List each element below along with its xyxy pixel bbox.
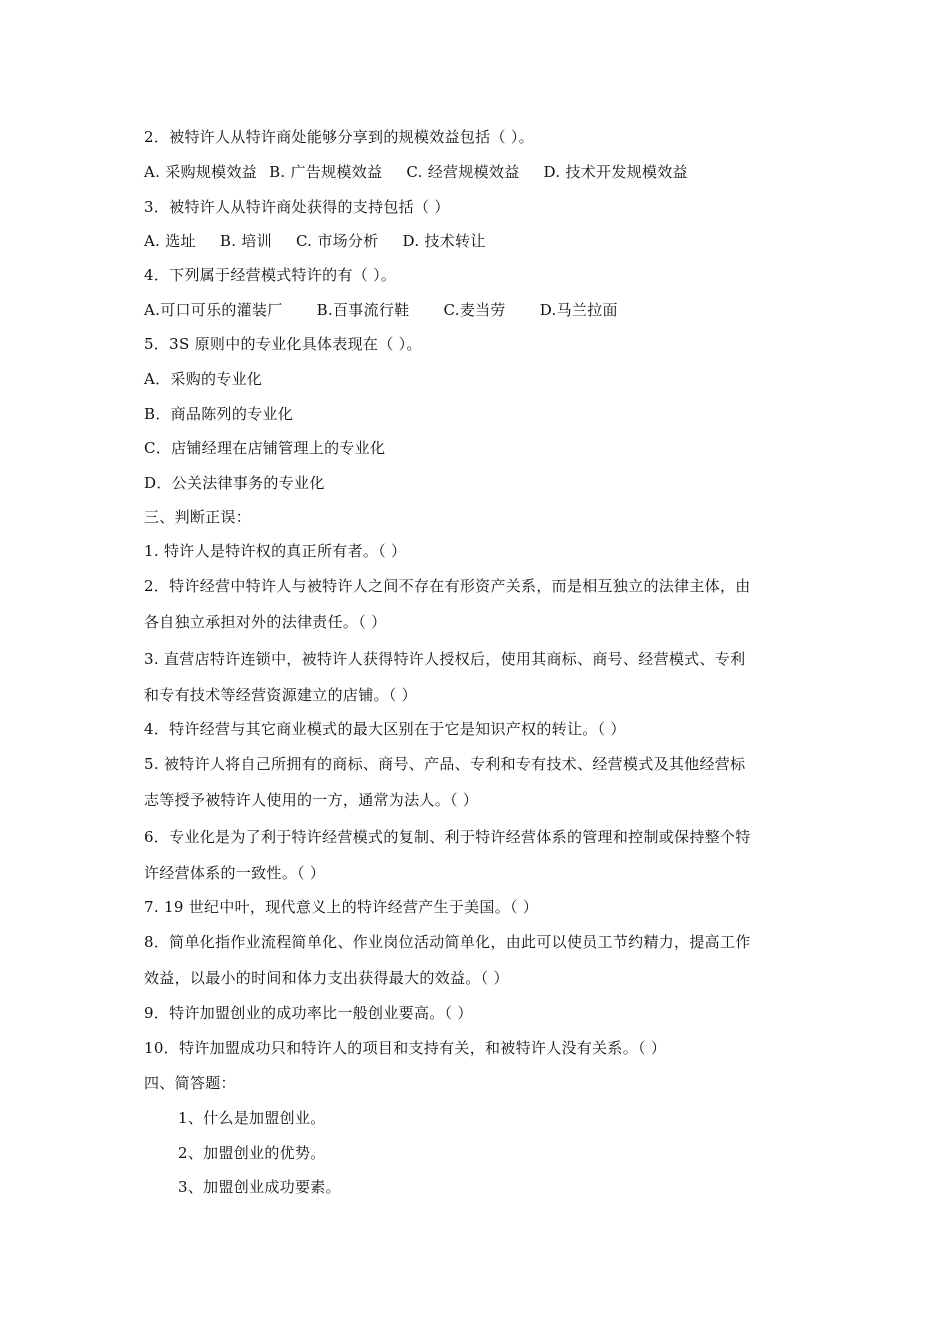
tf-item-6-line-2: 许经营体系的一致性。（ ） — [144, 864, 326, 882]
tf-item-7: 7. 19 世纪中叶，现代意义上的特许经营产生于美国。（ ） — [144, 898, 539, 916]
question-4-stem: 4．下列属于经营模式特许的有（ ）。 — [144, 266, 397, 284]
short-answer-item-1: 1、什么是加盟创业。 — [178, 1109, 326, 1127]
question-5-option-c: C．店铺经理在店铺管理上的专业化 — [144, 439, 386, 457]
option-d: D. 技术开发规模效益 — [543, 163, 688, 181]
option-d: D. 技术转让 — [402, 232, 486, 250]
tf-item-5-line-2: 志等授予被特许人使用的一方，通常为法人。（ ） — [144, 791, 479, 809]
tf-item-1: 1. 特许人是特许权的真正所有者。（ ） — [144, 542, 407, 560]
question-5-stem: 5．3S 原则中的专业化具体表现在（ ）。 — [144, 335, 422, 353]
question-2-stem: 2．被特许人从特许商处能够分享到的规模效益包括（ ）。 — [144, 128, 534, 146]
question-5-option-a: A．采购的专业化 — [144, 370, 263, 388]
tf-item-3-line-2: 和专有技术等经营资源建立的店铺。（ ） — [144, 686, 417, 704]
true-false-heading: 三、判断正误： — [144, 508, 252, 526]
option-c: C.麦当劳 — [443, 301, 506, 319]
option-b: B. 广告规模效益 — [269, 163, 383, 181]
short-answer-heading: 四、简答题： — [144, 1074, 236, 1092]
option-a: A. 选址 — [144, 232, 196, 250]
tf-item-10: 10．特许加盟成功只和特许人的项目和支持有关，和被特许人没有关系。（ ） — [144, 1039, 667, 1057]
tf-item-5-line-1: 5. 被特许人将自己所拥有的商标、商号、产品、专利和专有技术、经营模式及其他经营标 — [144, 755, 746, 773]
question-2-options — [144, 162, 814, 182]
option-c: C. 市场分析 — [295, 232, 379, 250]
question-3-options — [144, 231, 814, 251]
tf-item-2-line-2: 各自独立承担对外的法律责任。（ ） — [144, 613, 387, 631]
tf-item-4: 4．特许经营与其它商业模式的最大区别在于它是知识产权的转让。（ ） — [144, 720, 626, 738]
tf-item-9: 9．特许加盟创业的成功率比一般创业要高。（ ） — [144, 1004, 473, 1022]
option-c: C. 经营规模效益 — [406, 163, 520, 181]
short-answer-item-3: 3、加盟创业成功要素。 — [178, 1178, 341, 1196]
option-b: B.百事流行鞋 — [316, 301, 410, 319]
question-3-stem: 3．被特许人从特许商处获得的支持包括（ ） — [144, 198, 450, 216]
short-answer-item-2: 2、加盟创业的优势。 — [178, 1144, 326, 1162]
tf-item-6-line-1: 6．专业化是为了利于特许经营模式的复制、利于特许经营体系的管理和控制或保持整个特 — [144, 828, 751, 846]
question-5-option-d: D．公关法律事务的专业化 — [144, 474, 325, 492]
question-5-option-b: B．商品陈列的专业化 — [144, 405, 294, 423]
option-a: A. 采购规模效益 — [144, 163, 258, 181]
question-4-options — [144, 300, 814, 320]
option-b: B. 培训 — [219, 232, 272, 250]
tf-item-3-line-1: 3. 直营店特许连锁中，被特许人获得特许人授权后，使用其商标、商号、经营模式、专利 — [144, 650, 746, 668]
option-a: A.可口可乐的灌装厂 — [144, 301, 283, 319]
tf-item-2-line-1: 2．特许经营中特许人与被特许人之间不存在有形资产关系，而是相互独立的法律主体，由 — [144, 577, 751, 595]
option-d: D.马兰拉面 — [539, 301, 618, 319]
tf-item-8-line-1: 8．简单化指作业流程简单化、作业岗位活动简单化，由此可以使员工节约精力，提高工作 — [144, 933, 751, 951]
tf-item-8-line-2: 效益，以最小的时间和体力支出获得最大的效益。（ ） — [144, 969, 509, 987]
